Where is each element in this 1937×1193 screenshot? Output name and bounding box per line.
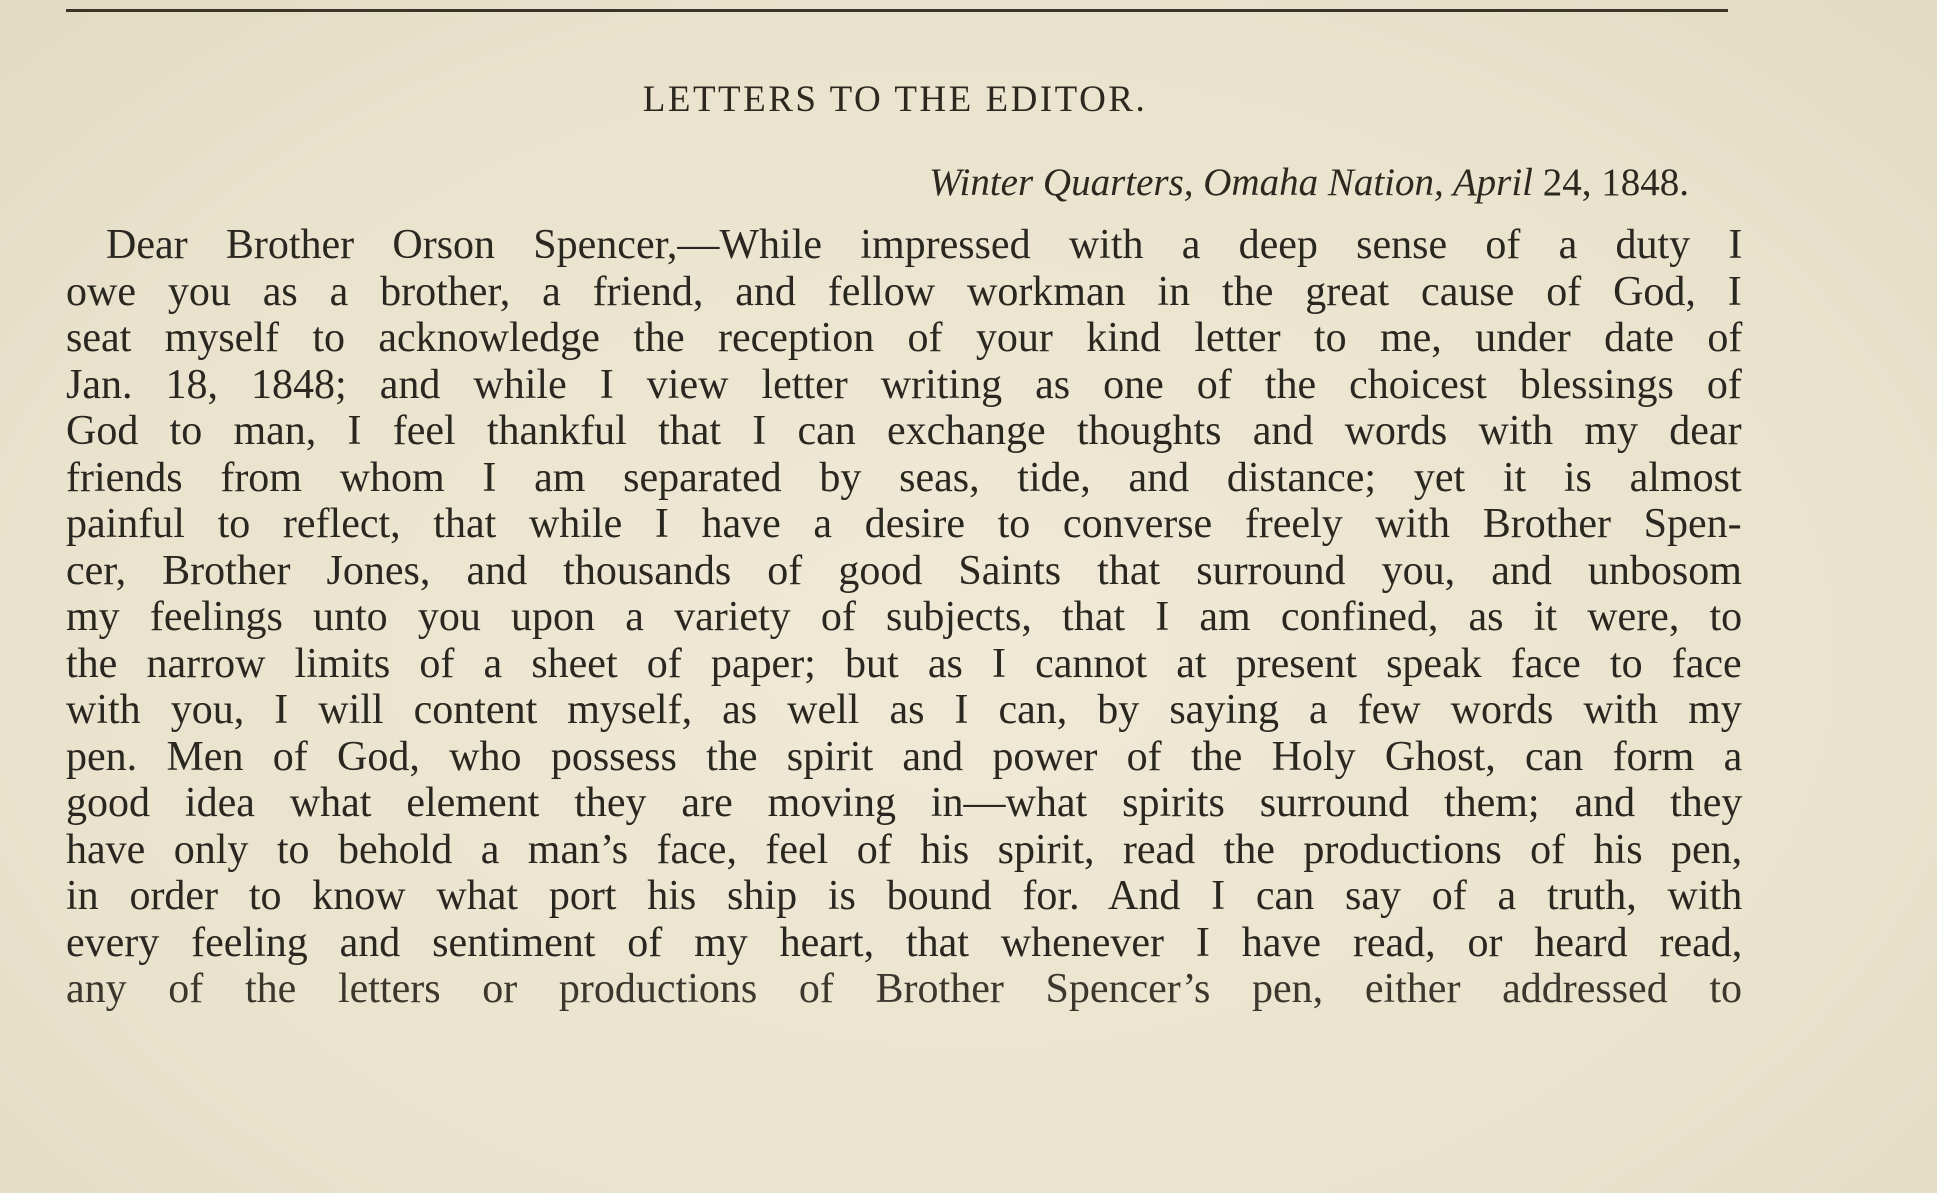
letter-line: friends from whom I am separated by seas, tide, and distance; yet it is almost bbox=[66, 454, 1742, 501]
letter-line: pen. Men of God, who possess the spirit and power of the Holy Ghost, can form a bbox=[66, 733, 1743, 780]
letter-line: have only to behold a man’s face, feel of his spirit, read the productions of his pen, bbox=[66, 826, 1743, 873]
letter-line: seat myself to acknowledge the reception of your kind letter to me, under date of bbox=[66, 315, 1743, 361]
dateline-place: Winter Quarters, Omaha Nation, April bbox=[929, 161, 1533, 204]
section-heading: LETTERS TO THE EDITOR. bbox=[642, 79, 1148, 120]
letter-line: with you, I will content myself, as well as I can, by saying a few words with my bbox=[66, 687, 1742, 733]
letter-line: the narrow limits of a sheet of paper; but as I cannot at present speak face to face bbox=[66, 640, 1742, 687]
letter-line: owe you as a brother, a friend, and fellow workman in the great cause of God, I bbox=[66, 268, 1742, 315]
dateline-date: 24, 1848. bbox=[1533, 161, 1689, 204]
top-rule bbox=[66, 9, 1728, 12]
letter-line: good idea what element they are moving in—what spirits surround them; and they bbox=[66, 780, 1743, 826]
letter-line: Jan. 18, 1848; and while I view letter writing as one of the choicest blessings of bbox=[66, 361, 1742, 408]
letter-line: Dear Brother Orson Spencer,—While impressed with a deep sense of a duty I bbox=[106, 222, 1743, 268]
letter-line: God to man, I feel thankful that I can exchange thoughts and words with my dear bbox=[66, 408, 1742, 454]
letter-line: any of the letters or productions of Brother Spencer’s pen, either addressed to bbox=[66, 966, 1743, 1012]
letter-line: painful to reflect, that while I have a desire to converse freely with Brother Spen- bbox=[66, 501, 1742, 547]
letter-body bbox=[66, 222, 1742, 1013]
letter-line: every feeling and sentiment of my heart, that whenever I have read, or heard read, bbox=[66, 919, 1743, 966]
letter-line: cer, Brother Jones, and thousands of good Saints that surround you, and unbosom bbox=[66, 547, 1742, 594]
letter-line: in order to know what port his ship is bound for. And I can say of a truth, with bbox=[66, 873, 1743, 919]
letter-line: my feelings unto you upon a variety of subjects, that I am confined, as it were, to bbox=[66, 594, 1743, 640]
dateline bbox=[929, 160, 1689, 205]
